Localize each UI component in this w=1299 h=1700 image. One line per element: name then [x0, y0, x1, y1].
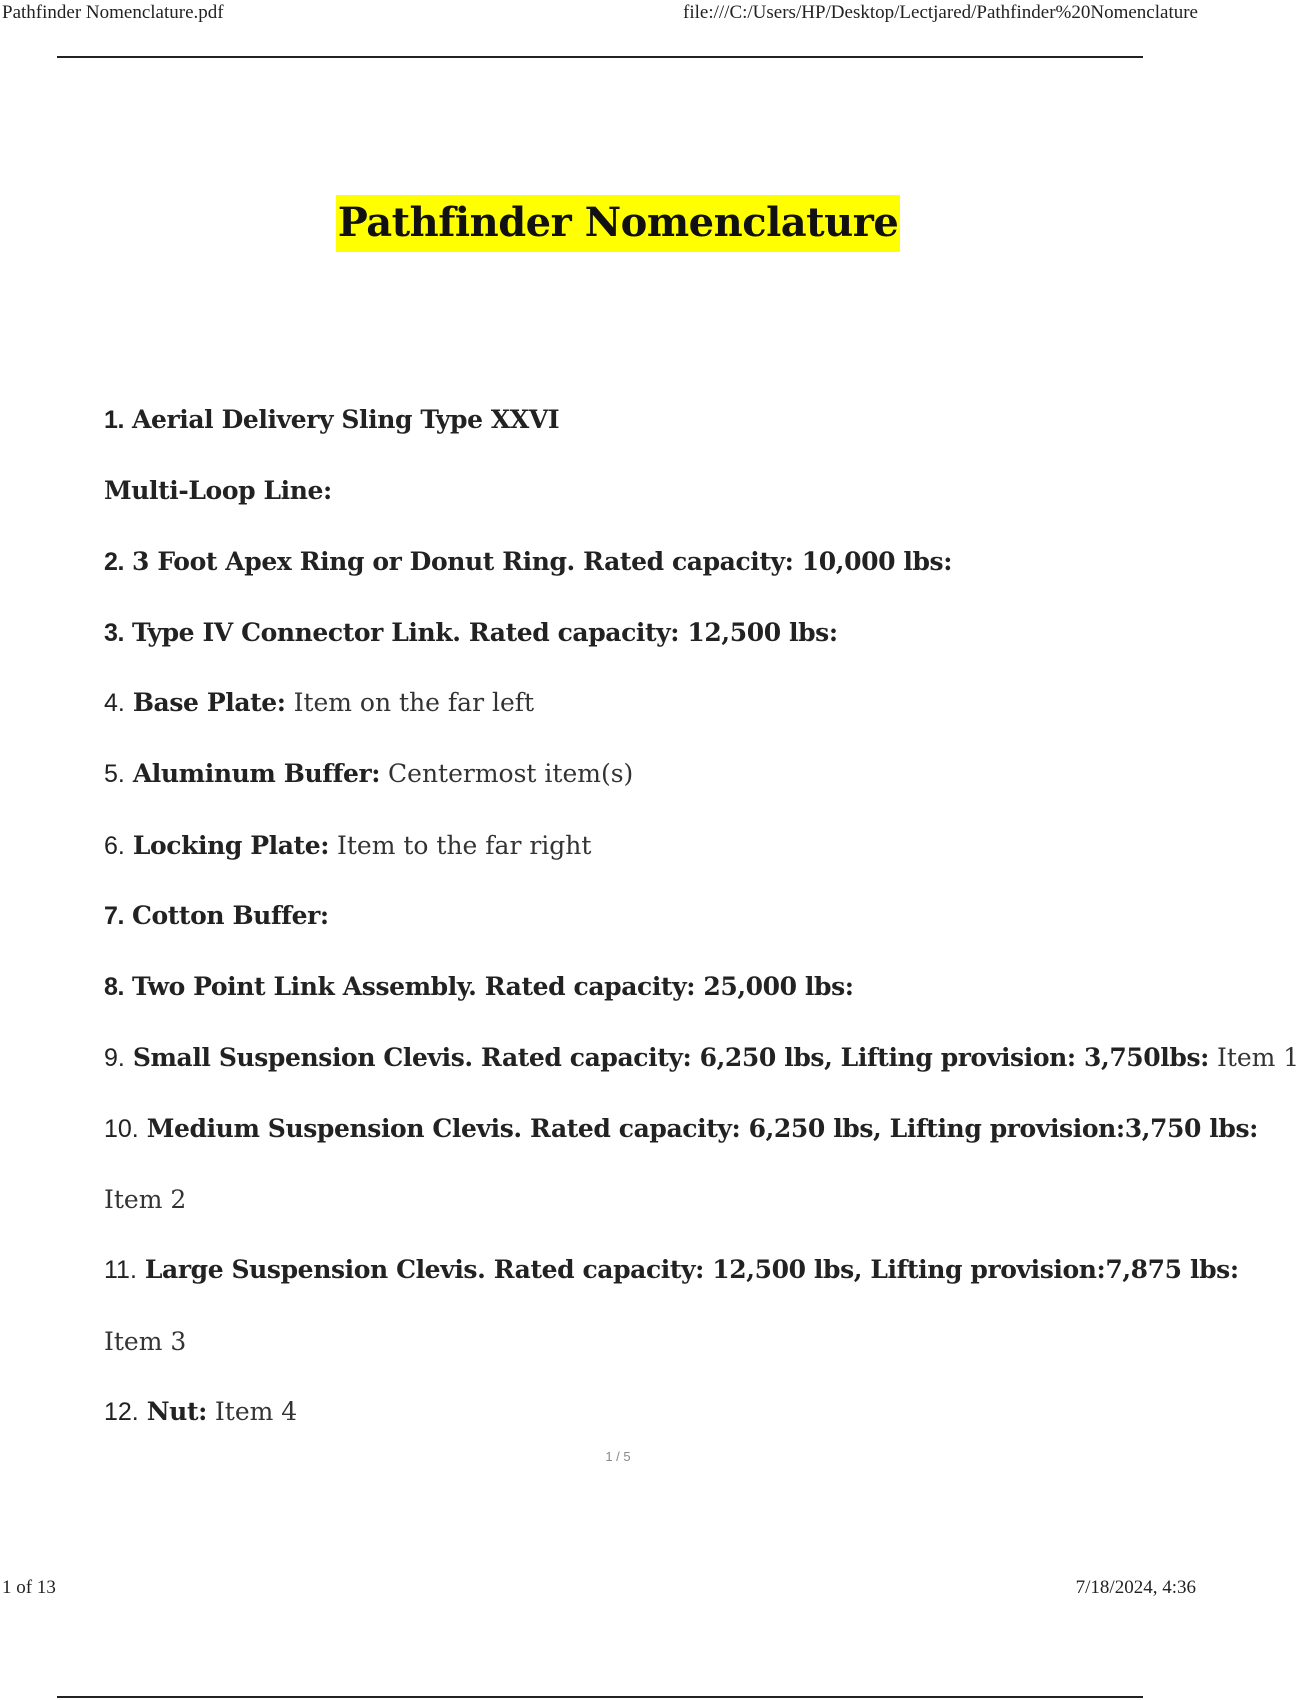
list-item-1: [104, 405, 559, 435]
item-number: 5.: [104, 760, 125, 788]
list-item-12: [104, 1397, 297, 1427]
page-title: Pathfinder Nomenclature: [336, 195, 901, 252]
item-label: Small Suspension Clevis. Rated capacity: 6,250 lbs, Lifting provision: 3,750lbs:: [132, 1043, 1209, 1072]
list-item-8: [104, 972, 854, 1002]
list-item-10: [104, 1114, 1258, 1144]
item-description: Item to the far right: [337, 831, 592, 860]
list-item-5: [104, 759, 633, 789]
item-label: Type IV Connector Link. Rated capacity: 12,500 lbs:: [132, 618, 838, 647]
page-indicator: 1 / 5: [605, 1449, 631, 1464]
item-label: Locking Plate:: [132, 831, 330, 860]
item-label: 3 Foot Apex Ring or Donut Ring. Rated capacity: 10,000 lbs:: [132, 547, 953, 576]
item-label: Aerial Delivery Sling Type XXVI: [132, 405, 560, 434]
list-item-2: [104, 547, 952, 577]
item-number: 12.: [104, 1398, 139, 1426]
list-item-9: [104, 1043, 1299, 1073]
print-footer-pages: 1 of 13: [2, 1577, 56, 1598]
multi-loop-line-heading: [104, 476, 332, 505]
list-item-10-description: [104, 1185, 186, 1214]
item-label: Base Plate:: [132, 688, 286, 717]
item-number: 3.: [104, 619, 125, 647]
list-item-6: [104, 831, 591, 861]
item-label: Medium Suspension Clevis. Rated capacity: 6,250 lbs, Lifting provision:3,750 lbs:: [146, 1114, 1258, 1143]
item-number: 10.: [104, 1115, 139, 1143]
item-number: 11.: [104, 1256, 137, 1284]
list-item-7: [104, 901, 329, 931]
item-description: Item on the far left: [293, 688, 535, 717]
item-number: 9.: [104, 1044, 125, 1072]
item-number: 6.: [104, 832, 125, 860]
list-item-11: [104, 1255, 1239, 1285]
item-number: 4.: [104, 689, 125, 717]
item-label: Large Suspension Clevis. Rated capacity: 12,500 lbs, Lifting provision:7,875 lbs:: [144, 1255, 1239, 1284]
print-header-path: file:///C:/Users/HP/Desktop/Lectjared/Pathfinder%20Nomenclature: [683, 2, 1198, 23]
item-number: 1.: [104, 406, 125, 434]
item-number: 8.: [104, 973, 125, 1001]
item-description: Item 1: [1216, 1043, 1299, 1072]
item-label: Two Point Link Assembly. Rated capacity: 25,000 lbs:: [132, 972, 854, 1001]
item-label: Nut:: [146, 1397, 207, 1426]
list-item-11-description: [104, 1327, 186, 1356]
item-number: 7.: [104, 902, 125, 930]
item-description: Item 3: [104, 1327, 187, 1356]
item-label: Cotton Buffer:: [132, 901, 329, 930]
item-label: Multi-Loop Line:: [104, 476, 332, 505]
print-header-filename: Pathfinder Nomenclature.pdf: [2, 2, 224, 23]
list-item-3: [104, 618, 838, 648]
item-description: Item 4: [214, 1397, 298, 1426]
title-container: [0, 195, 1236, 252]
print-footer-datetime: 7/18/2024, 4:36: [1075, 1577, 1196, 1598]
item-label: Aluminum Buffer:: [132, 759, 381, 788]
list-item-4: [104, 688, 534, 718]
item-number: 2.: [104, 548, 125, 576]
bottom-divider: [57, 1696, 1143, 1698]
top-divider: [57, 56, 1143, 58]
item-description: Centermost item(s): [388, 759, 634, 788]
item-description: Item 2: [104, 1185, 187, 1214]
